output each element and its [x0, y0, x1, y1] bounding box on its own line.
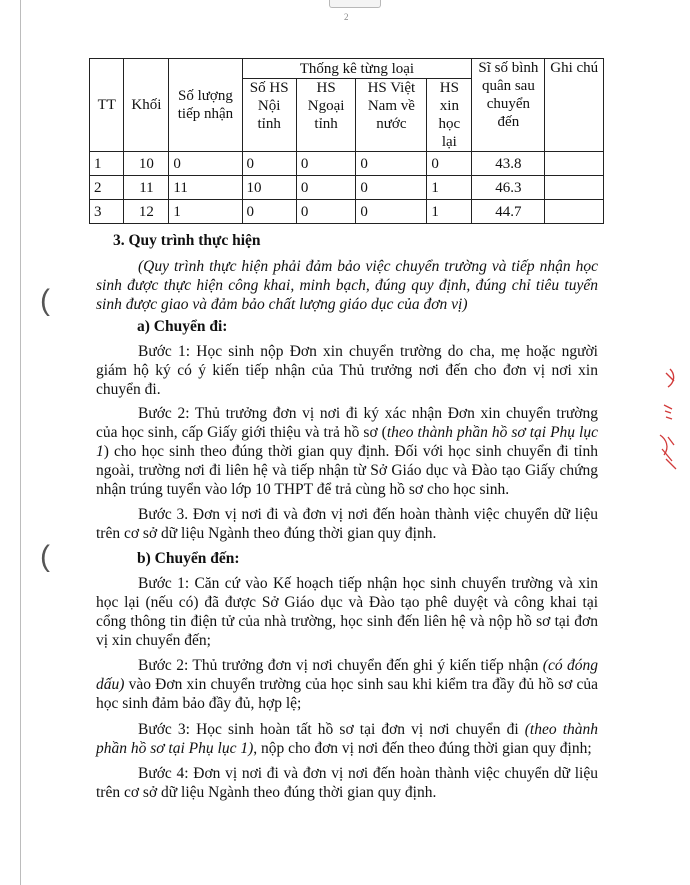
cell-si-so: 46.3: [472, 176, 545, 200]
col-header-tt: TT: [90, 59, 124, 152]
cell-ngoai-tinh: 0: [296, 200, 356, 224]
student-statistics-table: [89, 58, 604, 224]
paragraph-a-step2: [96, 404, 598, 499]
table-row: [90, 176, 604, 200]
b-step3-text-2: , nộp cho đơn vị nơi đến theo đúng thời gian quy định;: [253, 740, 592, 757]
cell-xin-hoc-lai: 0: [427, 152, 472, 176]
scan-hole-mark: (: [40, 284, 50, 317]
table-row: [90, 152, 604, 176]
b-step2-text-1: Bước 2: Thủ trưởng đơn vị nơi chuyển đến ghi ý kiến tiếp nhận: [138, 657, 543, 674]
col-header-xin-hoc-lai: HS xin học lại: [427, 79, 472, 152]
paragraph-b-step3: [96, 720, 598, 758]
cell-viet-nam: 0: [356, 152, 427, 176]
cell-si-so: 44.7: [472, 200, 545, 224]
paragraph-b-step1: Bước 1: Căn cứ vào Kế hoạch tiếp nhận học sinh chuyển trường và xin học lại (nếu có) đã được Sở Giáo dục và Đào tạo phê duyệt và công khai tại cổng thông tin điện tử của nhà trường, học sinh đến liên hệ và nộp hồ sơ tại đơn vị xin chuyển đến;: [96, 575, 598, 649]
cell-viet-nam: 0: [356, 176, 427, 200]
col-header-thong-ke: Thống kê từng loại: [242, 59, 472, 79]
cell-khoi: 11: [124, 176, 169, 200]
subsection-a-heading: a) Chuyển đi:: [137, 318, 228, 335]
cell-ghi-chu: [545, 200, 604, 224]
col-header-ghi-chu: Ghi chú: [545, 59, 604, 152]
col-header-so-luong: Số lượng tiếp nhận: [169, 59, 242, 152]
scan-hole-mark: (: [40, 540, 50, 573]
cell-noi-tinh: 0: [242, 152, 296, 176]
cell-so-luong: 11: [169, 176, 242, 200]
cell-noi-tinh: 10: [242, 176, 296, 200]
cell-ngoai-tinh: 0: [296, 152, 356, 176]
cell-si-so: 43.8: [472, 152, 545, 176]
cell-ngoai-tinh: 0: [296, 176, 356, 200]
red-stamp-mark: [650, 365, 686, 475]
b-step3-text-1: Bước 3: Học sinh hoàn tất hồ sơ tại đơn vị nơi chuyển đi: [138, 721, 525, 738]
col-header-khoi: Khối: [124, 59, 169, 152]
col-header-noi-tinh: Số HS Nội tỉnh: [242, 79, 296, 152]
cell-khoi: 10: [124, 152, 169, 176]
cell-viet-nam: 0: [356, 200, 427, 224]
col-header-ngoai-tinh: HS Ngoại tỉnh: [296, 79, 356, 152]
paragraph-a-step1: Bước 1: Học sinh nộp Đơn xin chuyển trường do cha, mẹ hoặc người giám hộ ký có ý kiến tiếp nhận của Thủ trưởng nơi đến cho đơn vị nơi xin chuyển đi.: [96, 343, 598, 398]
b-step3-italic: (theo thành phần hồ sơ tại Phụ lục 1): [96, 721, 598, 757]
cell-so-luong: 0: [169, 152, 242, 176]
col-header-si-so: Sĩ số bình quân sau chuyển đến: [472, 59, 545, 152]
section-3-note: (Quy trình thực hiện phải đảm bảo việc chuyển trường và tiếp nhận học sinh được thực hiện công khai, minh bạch, đúng quy định, đúng chỉ tiêu tuyển sinh được giao và đảm bảo chất lượng giáo dục của đơn vị): [96, 258, 598, 313]
cell-noi-tinh: 0: [242, 200, 296, 224]
col-header-viet-nam: HS Việt Nam về nước: [356, 79, 427, 152]
section-3-heading: 3. Quy trình thực hiện: [113, 232, 261, 249]
cell-tt: 2: [90, 176, 124, 200]
paragraph-b-step2: [96, 656, 598, 713]
a-step2-text-1: Bước 2: Thủ trưởng đơn vị nơi đi ký xác nhận Đơn xin chuyển trường của học sinh, cấp Giấy giới thiệu và trả hồ sơ (: [96, 405, 598, 441]
a-step2-italic: theo thành phần hồ sơ tại Phụ lục 1: [96, 424, 598, 460]
cell-ghi-chu: [545, 152, 604, 176]
paragraph-b-step4: Bước 4: Đơn vị nơi đi và đơn vị nơi đến hoàn thành việc chuyển dữ liệu trên cơ sở dữ liệu Ngành theo đúng thời gian quy định.: [96, 765, 598, 801]
page-number-mark: 2: [344, 12, 349, 22]
cell-ghi-chu: [545, 176, 604, 200]
paragraph-a-step3: Bước 3. Đơn vị nơi đi và đơn vị nơi đến hoàn thành việc chuyển dữ liệu trên cơ sở dữ liệu Ngành theo đúng thời gian quy định.: [96, 506, 598, 542]
cell-xin-hoc-lai: 1: [427, 200, 472, 224]
subsection-b-heading: b) Chuyển đến:: [137, 550, 240, 567]
cell-khoi: 12: [124, 200, 169, 224]
cell-tt: 3: [90, 200, 124, 224]
b-step2-text-2: vào Đơn xin chuyển trường của học sinh sau khi kiểm tra đầy đủ hồ sơ của học sinh đảm bảo đầy đủ, hợp lệ;: [96, 676, 598, 712]
cell-tt: 1: [90, 152, 124, 176]
b-step2-italic: (có đóng dấu): [96, 657, 598, 693]
cell-so-luong: 1: [169, 200, 242, 224]
table-row: [90, 200, 604, 224]
a-step2-text-2: ) cho học sinh theo đúng thời gian quy định. Đối với học sinh chuyển đi tỉnh ngoài, trường nơi đi liên hệ và tiếp nhận từ Sở Giáo dục và Đào tạo Giấy chứng nhận trúng tuyển vào lớp 10 THPT để trả cùng hồ sơ cho học sinh.: [96, 443, 598, 498]
cell-xin-hoc-lai: 1: [427, 176, 472, 200]
